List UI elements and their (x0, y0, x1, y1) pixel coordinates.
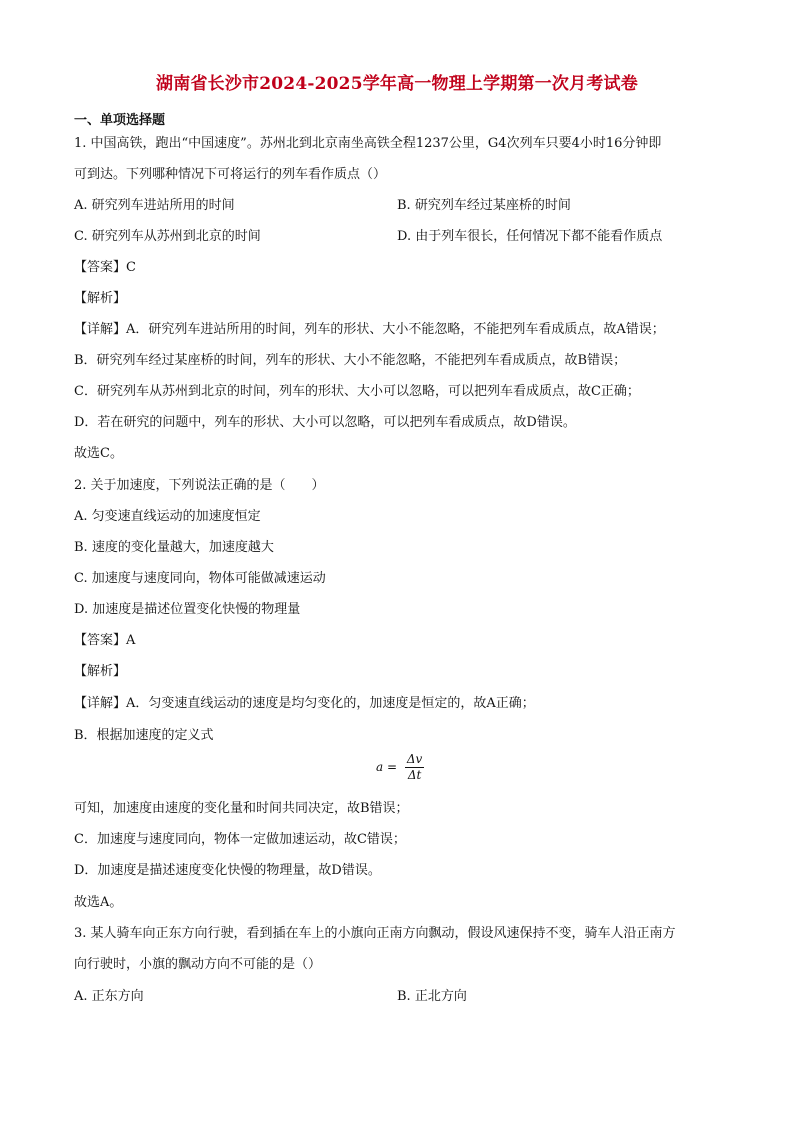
formula-fraction (405, 752, 424, 783)
q1-detail-d: D．若在研究的问题中，列车的形状、大小可以忽略，可以把列车看成质点，故D错误。 (74, 415, 576, 430)
acceleration-formula (376, 752, 424, 783)
q2-detail-c: C．加速度与速度同向，物体一定做加速运动，故C错误； (74, 832, 406, 847)
q1-detail-b: B．研究列车经过某座桥的时间，列车的形状、大小不能忽略，不能把列车看成质点，故B错误； (74, 353, 627, 368)
q1-detail-c: C．研究列车从苏州到北京的时间，列车的形状、大小可以忽略，可以把列车看成质点，故C正确； (74, 384, 640, 399)
q3-option-b: B. 正北方向 (397, 989, 467, 1004)
q2-answer: 【答案】A (74, 633, 136, 648)
q1-answer: 【答案】C (74, 260, 136, 275)
q3-stem-line2: 向行驶时，小旗的飘动方向不可能的是（） (74, 957, 322, 972)
q1-stem-line1: 1. 中国高铁，跑出“中国速度”。苏州北到北京南坐高铁全程1237公里，G4次列车只要4小时16分钟即 (74, 136, 662, 151)
q1-detail-a: 【详解】A．研究列车进站所用的时间，列车的形状、大小不能忽略，不能把列车看成质点，故A错误； (74, 322, 665, 337)
q2-option-b: B. 速度的变化量越大，加速度越大 (74, 540, 274, 555)
q2-detail-b: B．根据加速度的定义式 (74, 728, 214, 743)
formula-denominator: Δt (407, 768, 422, 782)
q2-conclusion: 故选A。 (74, 895, 123, 910)
q1-option-a: A. 研究列车进站所用的时间 (74, 198, 235, 213)
q2-option-a: A. 匀变速直线运动的加速度恒定 (74, 509, 261, 524)
q2-detail-b-cont: 可知，加速度由速度的变化量和时间共同决定，故B错误； (74, 801, 409, 816)
formula-lhs: a = (376, 760, 398, 774)
q1-conclusion: 故选C。 (74, 446, 123, 461)
q1-stem-line2: 可到达。下列哪种情况下可将运行的列车看作质点（） (74, 167, 387, 182)
q2-analysis-label: 【解析】 (74, 664, 127, 679)
formula-numerator: Δv (406, 752, 423, 766)
q3-stem-line1: 3. 某人骑车向正东方向行驶，看到插在车上的小旗向正南方向飘动，假设风速保持不变，骑车人沿正南方 (74, 926, 676, 941)
q2-detail-a: 【详解】A．匀变速直线运动的速度是均匀变化的，加速度是恒定的，故A正确； (74, 696, 535, 711)
section-heading: 一、单项选择题 (74, 113, 166, 128)
q2-option-c: C. 加速度与速度同向，物体可能做减速运动 (74, 571, 326, 586)
q1-option-d: D. 由于列车很长，任何情况下都不能看作质点 (397, 229, 663, 244)
exam-title: 湖南省长沙市2024-2025学年高一物理上学期第一次月考试卷 (156, 74, 638, 94)
q2-option-d: D. 加速度是描述位置变化快慢的物理量 (74, 602, 301, 617)
q3-option-a: A. 正东方向 (74, 989, 144, 1004)
q1-analysis-label: 【解析】 (74, 291, 127, 306)
q2-detail-d: D．加速度是描述速度变化快慢的物理量，故D错误。 (74, 863, 381, 878)
q2-stem: 2. 关于加速度，下列说法正确的是（ ） (74, 478, 325, 493)
q1-option-b: B. 研究列车经过某座桥的时间 (397, 198, 571, 213)
q1-option-c: C. 研究列车从苏州到北京的时间 (74, 229, 261, 244)
